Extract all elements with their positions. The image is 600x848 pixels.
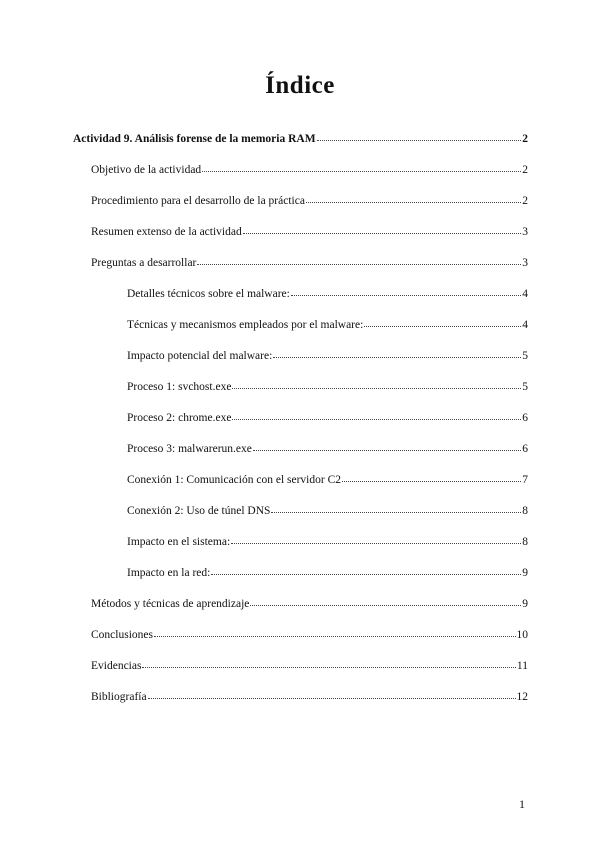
toc-entry-page: 7 bbox=[522, 474, 528, 486]
toc-entry-page: 3 bbox=[522, 226, 528, 238]
toc-entry[interactable] bbox=[91, 626, 528, 642]
toc-dot-leader bbox=[148, 687, 516, 699]
toc-entry-page: 2 bbox=[522, 195, 528, 207]
toc-entry[interactable] bbox=[91, 688, 528, 704]
toc-entry-label: Detalles técnicos sobre el malware: bbox=[127, 288, 290, 300]
toc-entry-page: 8 bbox=[522, 536, 528, 548]
toc-dot-leader bbox=[211, 563, 521, 575]
toc-entry-label: Impacto en la red: bbox=[127, 567, 211, 579]
toc-entry[interactable] bbox=[127, 502, 528, 518]
toc-entry[interactable] bbox=[127, 471, 528, 487]
toc-dot-leader bbox=[271, 501, 521, 513]
toc-dot-leader bbox=[317, 129, 522, 141]
toc-entry-label: Impacto en el sistema: bbox=[127, 536, 231, 548]
toc-entry-label: Conclusiones bbox=[91, 629, 153, 641]
toc-entry-label: Métodos y técnicas de aprendizaje bbox=[91, 598, 250, 610]
toc-entry-page: 2 bbox=[522, 164, 528, 176]
toc-entry-page: 5 bbox=[522, 350, 528, 362]
toc-entry[interactable] bbox=[91, 254, 528, 270]
toc-dot-leader bbox=[253, 439, 521, 451]
toc-entry-label: Objetivo de la actividad bbox=[91, 164, 202, 176]
toc-entry-label: Proceso 1: svchost.exe bbox=[127, 381, 232, 393]
toc-entry-label: Resumen extenso de la actividad bbox=[91, 226, 242, 238]
toc-entry-label: Actividad 9. Análisis forense de la memoria RAM bbox=[73, 133, 316, 145]
toc-entry-page: 11 bbox=[516, 660, 528, 672]
toc-dot-leader bbox=[202, 160, 521, 172]
toc-entry[interactable] bbox=[91, 657, 528, 673]
toc-entry-page: 12 bbox=[516, 691, 528, 703]
toc-entry-page: 3 bbox=[522, 257, 528, 269]
toc-dot-leader bbox=[232, 408, 521, 420]
toc-dot-leader bbox=[364, 315, 521, 327]
toc-dot-leader bbox=[291, 284, 521, 296]
toc-dot-leader bbox=[197, 253, 521, 265]
toc-entry[interactable] bbox=[127, 440, 528, 456]
toc-entry-page: 5 bbox=[522, 381, 528, 393]
toc-entry-page: 10 bbox=[516, 629, 528, 641]
toc-entry-label: Técnicas y mecanismos empleados por el malware: bbox=[127, 319, 364, 331]
toc-entry-label: Procedimiento para el desarrollo de la práctica bbox=[91, 195, 305, 207]
toc-entry-label: Preguntas a desarrollar bbox=[91, 257, 197, 269]
toc-entry-page: 2 bbox=[522, 133, 528, 145]
toc-entry[interactable] bbox=[91, 595, 528, 611]
toc-entry[interactable] bbox=[127, 533, 528, 549]
toc-entry-page: 9 bbox=[522, 567, 528, 579]
toc-entry[interactable] bbox=[73, 130, 528, 146]
toc-entry[interactable] bbox=[91, 161, 528, 177]
toc-entry-page: 9 bbox=[522, 598, 528, 610]
page-number: 1 bbox=[519, 797, 525, 811]
toc-dot-leader bbox=[243, 222, 522, 234]
toc-entry[interactable] bbox=[127, 564, 528, 580]
toc-entry-label: Bibliografía bbox=[91, 691, 147, 703]
toc-entry[interactable] bbox=[91, 192, 528, 208]
toc-dot-leader bbox=[250, 594, 521, 606]
page-title: Índice bbox=[265, 72, 335, 99]
toc-entry[interactable] bbox=[127, 347, 528, 363]
toc-entry-label: Conexión 2: Uso de túnel DNS bbox=[127, 505, 271, 517]
toc-dot-leader bbox=[342, 470, 521, 482]
toc-entry-label: Conexión 1: Comunicación con el servidor C2 bbox=[127, 474, 341, 486]
toc-entry-page: 4 bbox=[522, 319, 528, 331]
toc-entry[interactable] bbox=[127, 378, 528, 394]
toc-entry[interactable] bbox=[127, 285, 528, 301]
toc-entry[interactable] bbox=[91, 223, 528, 239]
toc-dot-leader bbox=[231, 532, 521, 544]
toc-entry-label: Evidencias bbox=[91, 660, 142, 672]
toc-entry-page: 8 bbox=[522, 505, 528, 517]
toc-dot-leader bbox=[232, 377, 521, 389]
toc-entry[interactable] bbox=[127, 316, 528, 332]
toc-entry-label: Proceso 2: chrome.exe bbox=[127, 412, 232, 424]
toc-dot-leader bbox=[154, 625, 516, 637]
toc-entry-label: Impacto potencial del malware: bbox=[127, 350, 273, 362]
toc-dot-leader bbox=[306, 191, 521, 203]
toc-dot-leader bbox=[273, 346, 521, 358]
toc-entry-page: 6 bbox=[522, 412, 528, 424]
toc-entry-label: Proceso 3: malwarerun.exe bbox=[127, 443, 252, 455]
toc-entry[interactable] bbox=[127, 409, 528, 425]
toc-dot-leader bbox=[142, 656, 515, 668]
toc-entry-page: 6 bbox=[522, 443, 528, 455]
toc-entry-page: 4 bbox=[522, 288, 528, 300]
